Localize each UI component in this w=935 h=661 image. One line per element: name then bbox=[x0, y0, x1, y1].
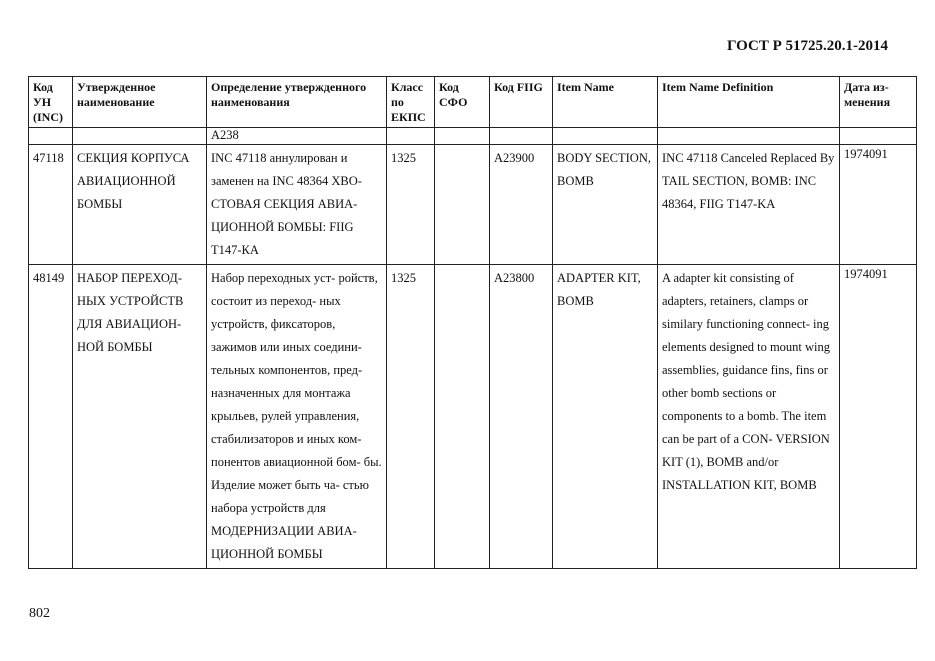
col-header-class: Класс по ЕКПС bbox=[387, 77, 435, 128]
cell-date: 1974091 bbox=[840, 145, 917, 265]
cell-definition: Набор переходных уст- ройств, состоит из переход- ных устройств, фиксаторов, зажимов или иных соедини- тельных компонентов, пред- назначенных для монтажа крыльев, рулей управления, стабилизаторов и иных ком- понентов авиационной бом- бы. Изделие может быть ча- стью набора устройств для МОДЕРНИЗАЦИИ АВИА- ЦИОННОЙ БОМБЫ bbox=[207, 265, 387, 569]
cell-item-name: BODY SECTION, BOMB bbox=[553, 145, 658, 265]
cell-item-def: INC 47118 Canceled Replaced By TAIL SECTION, BOMB: INC 48364, FIIG T147-KA bbox=[658, 145, 840, 265]
cell-item-name: ADAPTER KIT, BOMB bbox=[553, 265, 658, 569]
cell-inc: 47118 bbox=[29, 145, 73, 265]
cell-name: НАБОР ПЕРЕХОД- НЫХ УСТРОЙСТВ ДЛЯ АВИАЦИОН- НОЙ БОМБЫ bbox=[73, 265, 207, 569]
col-header-approved-name: Утвержденное наименование bbox=[73, 77, 207, 128]
col-header-item-name-definition: Item Name Definition bbox=[658, 77, 840, 128]
col-header-inc: Код УН (INC) bbox=[29, 77, 73, 128]
cell-fiig: A23900 bbox=[490, 145, 553, 265]
cell-definition: INC 47118 аннулирован и заменен на INC 48364 ХВО- СТОВАЯ СЕКЦИЯ АВИА- ЦИОННОЙ БОМБЫ: FIIG Т147-КА bbox=[207, 145, 387, 265]
col-header-sfo: Код СФО bbox=[435, 77, 490, 128]
page-number: 802 bbox=[29, 606, 50, 621]
cell-inc: 48149 bbox=[29, 265, 73, 569]
col-header-item-name: Item Name bbox=[553, 77, 658, 128]
table-row bbox=[29, 145, 917, 265]
cell-sfo bbox=[435, 145, 490, 265]
col-header-change-date: Дата из- менения bbox=[840, 77, 917, 128]
col-header-fiig: Код FIIG bbox=[490, 77, 553, 128]
cell-sfo bbox=[435, 265, 490, 569]
cell-definition: A238 bbox=[207, 128, 387, 145]
classification-table bbox=[28, 76, 917, 569]
cell-class: 1325 bbox=[387, 265, 435, 569]
cell-date: 1974091 bbox=[840, 265, 917, 569]
table-row-continuation bbox=[29, 128, 917, 145]
table-row bbox=[29, 265, 917, 569]
cell-class: 1325 bbox=[387, 145, 435, 265]
cell-name: СЕКЦИЯ КОРПУСА АВИАЦИОННОЙ БОМБЫ bbox=[73, 145, 207, 265]
header-row bbox=[29, 77, 917, 128]
cell-fiig: A23800 bbox=[490, 265, 553, 569]
cell-item-def: A adapter kit consisting of adapters, retainers, clamps or similary functioning connect- ing elements designed to mount wing assemblies, guidance fins, fins or other bomb sections or components to a bomb. The item can be part of a CON- VERSION KIT (1), BOMB and/or INSTALLATION KIT, BOMB bbox=[658, 265, 840, 569]
document-title: ГОСТ Р 51725.20.1-2014 bbox=[726, 38, 888, 54]
col-header-definition: Определение утвержденного наименования bbox=[207, 77, 387, 128]
